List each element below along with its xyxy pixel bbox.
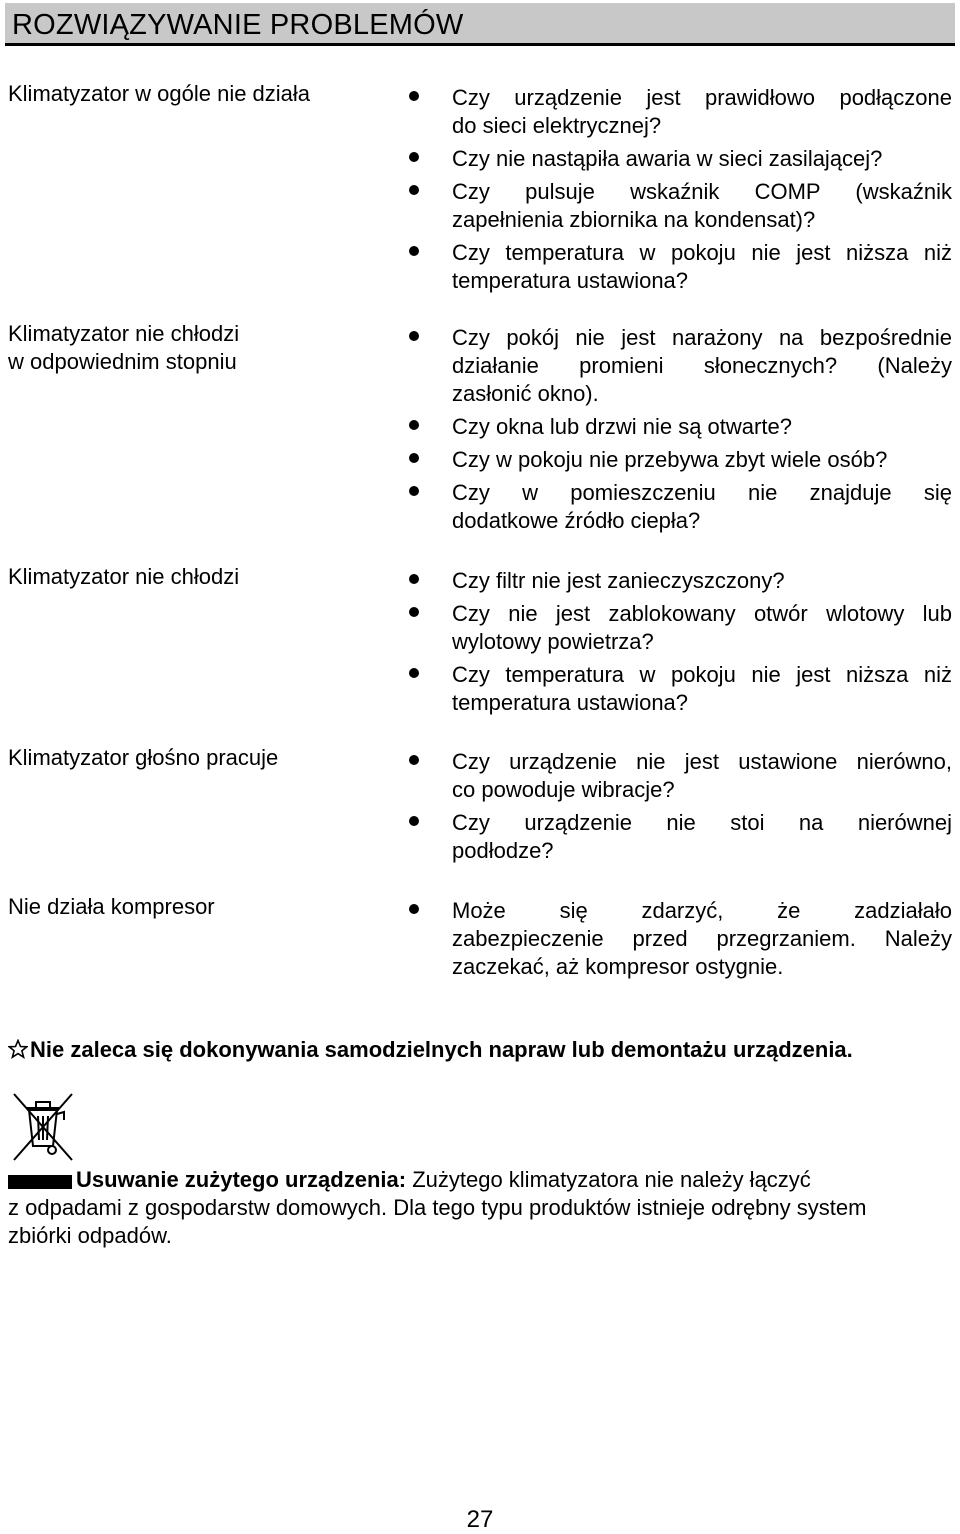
page-title: ROZWIĄZYWANIE PROBLEMÓW (12, 9, 464, 41)
disposal-line: zbiórki odpadów. (8, 1223, 172, 1248)
cause-text: Czy pokój nie jest narażony na bezpośrednie działanie promieni słonecznych? (Należy zasłonić okno). (452, 325, 952, 406)
disposal-line: z odpadami z gospodarstw domowych. Dla tego typu produktów istnieje odrębny system (8, 1195, 867, 1220)
problem-label: Klimatyzator głośno pracuje (8, 745, 279, 770)
bullet-icon (409, 246, 419, 256)
crossed-out-wheelie-bin-icon (8, 1090, 78, 1171)
cause-text: Czy w pokoju nie przebywa zbyt wiele osób? (452, 447, 888, 472)
problem-label: Klimatyzator w ogóle nie działa (8, 81, 311, 106)
star-outline-icon (8, 1036, 30, 1064)
cause-text: Czy temperatura w pokoju nie jest niższa niż temperatura ustawiona? (452, 662, 952, 715)
bullet-icon (409, 453, 419, 463)
disposal-label: Usuwanie zużytego urządzenia: (76, 1167, 407, 1192)
bullet-icon (409, 755, 419, 765)
cause-text: Może się zdarzyć, że zadziałało zabezpieczenie przed przegrzaniem. Należy zaczekać, aż kompresor ostygnie. (452, 898, 952, 979)
bullet-icon (409, 574, 419, 584)
cause-text: Czy nie jest zablokowany otwór wlotowy lub wylotowy powietrza? (452, 601, 952, 654)
cause-text: Czy filtr nie jest zanieczyszczony? (452, 568, 785, 593)
bullet-icon (409, 152, 419, 162)
bullet-icon (409, 904, 419, 914)
warning-note (8, 1036, 853, 1064)
cause-text: Czy urządzenie nie stoi na nierównej podłodze? (452, 810, 952, 863)
cause-text: Czy nie nastąpiła awaria w sieci zasilającej? (452, 146, 883, 171)
bullet-icon (409, 816, 419, 826)
cause-text: Czy temperatura w pokoju nie jest niższa niż temperatura ustawiona? (452, 240, 952, 293)
bullet-icon (409, 185, 419, 195)
cause-text: Czy okna lub drzwi nie są otwarte? (452, 414, 792, 439)
page-number: 27 (466, 1506, 494, 1533)
disposal-line: Usuwanie zużytego urządzenia: Zużytego klimatyzatora nie należy łączyć (76, 1167, 811, 1192)
bullet-icon (409, 331, 419, 341)
bullet-icon (409, 607, 419, 617)
bullet-icon (409, 91, 419, 101)
bullet-icon (409, 668, 419, 678)
problem-label: Nie działa kompresor (8, 894, 215, 919)
bullet-icon (409, 420, 419, 430)
cause-text: Czy w pomieszczeniu nie znajduje się dodatkowe źródło ciepła? (452, 480, 952, 533)
cause-text: Czy urządzenie nie jest ustawione nierówno, co powoduje wibracje? (452, 749, 952, 802)
warning-text: Nie zaleca się dokonywania samodzielnych napraw lub demontażu urządzenia. (30, 1037, 853, 1062)
cause-text: Czy pulsuje wskaźnik COMP (wskaźnik zapełnienia zbiornika na kondensat)? (452, 179, 952, 232)
section-header (5, 3, 955, 46)
problem-label: Klimatyzator nie chłodzi w odpowiednim stopniu (8, 321, 240, 374)
bullet-icon (409, 486, 419, 496)
cause-text: Czy urządzenie jest prawidłowo podłączone do sieci elektrycznej? (452, 85, 952, 138)
disposal-paragraph (8, 1166, 952, 1250)
problem-label: Klimatyzator nie chłodzi (8, 564, 240, 589)
